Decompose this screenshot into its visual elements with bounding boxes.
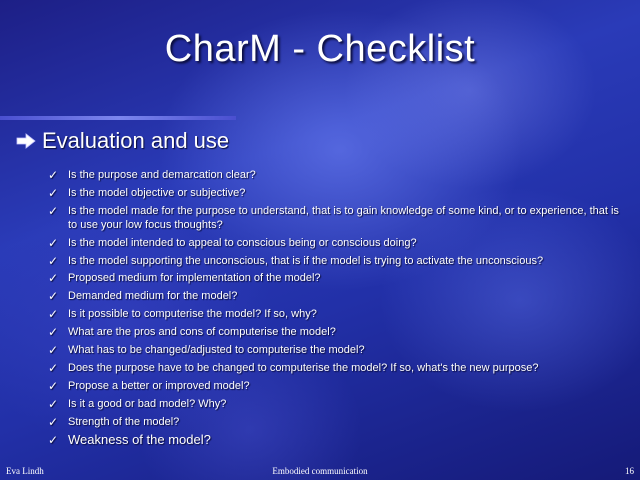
list-item [48,415,628,429]
right-arrow-icon [16,133,36,149]
footer-author: Eva Lindh [6,466,44,476]
list-item-text: Does the purpose have to be changed to computerise the model? If so, what's the new purpose? [68,361,539,374]
checkmark-icon: ✓ [48,203,59,218]
list-item-text: Propose a better or improved model? [68,379,250,392]
list-item-text: Is the model supporting the unconscious, that is if the model is trying to activate the unconscious? [68,254,544,267]
section-title: Evaluation and use [42,128,230,153]
list-item [48,236,628,250]
list-item [48,343,628,357]
list-item-text: Is it a good or bad model? Why? [68,397,227,410]
slide-title: CharM - Checklist [164,28,476,70]
list-item [48,379,628,393]
checkmark-icon: ✓ [48,360,59,375]
footer-page-number: 16 [625,466,634,476]
checkmark-icon: ✓ [48,185,59,200]
section-heading [16,128,229,154]
list-item [48,204,628,232]
list-item [48,271,628,285]
list-item-text: Weakness of the model? [68,432,211,448]
list-item-text: Is it possible to computerise the model? If so, why? [68,308,317,321]
checkmark-icon: ✓ [48,253,59,268]
list-item-text: What are the pros and cons of computerise the model? [68,326,336,339]
list-item [48,397,628,411]
checkmark-icon: ✓ [48,414,59,429]
list-item-text: Strength of the model? [68,415,180,428]
checkmark-icon: ✓ [48,396,59,411]
list-item [48,168,628,182]
list-item [48,325,628,339]
list-item-text: Is the model intended to appeal to conscious being or conscious doing? [68,236,417,249]
list-item-text: Is the model objective or subjective? [68,186,246,199]
list-item-text: Is the model made for the purpose to understand, that is to gain knowledge of some kind, or to experience, that is to use your low focus thoughts? [68,204,619,231]
checklist [48,168,628,452]
list-item [48,186,628,200]
checkmark-icon: ✓ [48,378,59,393]
checkmark-icon: ✓ [48,235,59,250]
list-item-text: Proposed medium for implementation of the model? [68,272,321,285]
list-item [48,254,628,268]
checkmark-icon: ✓ [48,271,59,286]
list-item [48,432,628,448]
list-item-text: Is the purpose and demarcation clear? [68,169,256,181]
list-item [48,289,628,303]
list-item-text: What has to be changed/adjusted to computerise the model? [68,344,365,357]
footer-course: Embodied communication [272,466,368,476]
checkmark-icon: ✓ [48,289,59,304]
checkmark-icon: ✓ [48,168,59,182]
list-item-text: Demanded medium for the model? [68,290,238,303]
checkmark-icon: ✓ [48,307,59,322]
checkmark-icon: ✓ [48,325,59,340]
list-item [48,307,628,321]
title-divider [0,116,236,120]
list-item [48,361,628,375]
checkmark-icon: ✓ [48,433,59,448]
checkmark-icon: ✓ [48,343,59,358]
